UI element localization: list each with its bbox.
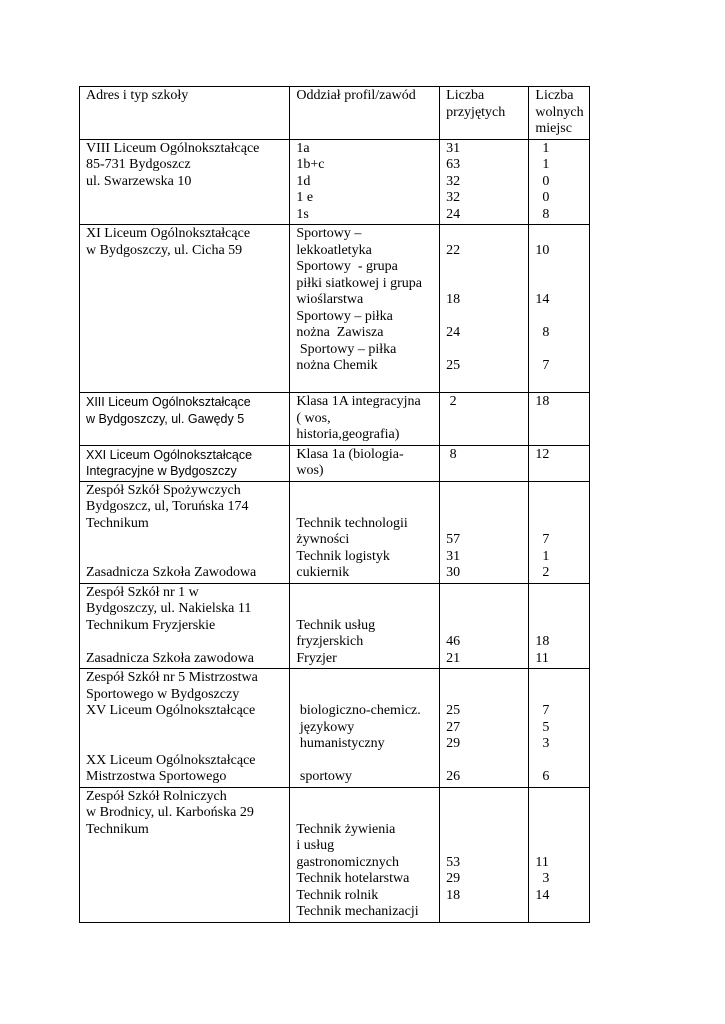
cell-line: wolnych bbox=[535, 104, 584, 120]
cell-line bbox=[446, 838, 524, 855]
cell-line: 18 bbox=[446, 887, 461, 903]
cell-line: Technikum bbox=[86, 515, 149, 531]
cell-line: wos) bbox=[296, 463, 324, 478]
cell-line bbox=[86, 427, 285, 444]
cell-line bbox=[86, 871, 285, 888]
table-row bbox=[80, 393, 590, 446]
profile-cell bbox=[290, 225, 440, 393]
cell-line: 11 bbox=[535, 854, 549, 870]
cell-line: nożna Chemik bbox=[296, 358, 378, 373]
cell-line bbox=[86, 720, 285, 737]
cell-line: 1 bbox=[535, 548, 550, 564]
cell-line bbox=[535, 499, 585, 516]
cell-line: 22 bbox=[446, 242, 461, 258]
cell-line bbox=[446, 259, 524, 276]
cell-line: Zespół Szkół Spożywczych bbox=[86, 482, 241, 498]
cell-line bbox=[446, 601, 524, 618]
cell-line bbox=[86, 736, 285, 753]
cell-line: 46 bbox=[446, 634, 461, 649]
cell-line: XI Liceum Ogólnokształcące bbox=[86, 226, 251, 241]
cell-line bbox=[446, 753, 524, 770]
cell-line: 18 bbox=[446, 292, 461, 307]
cell-line bbox=[296, 483, 435, 500]
free-places-cell bbox=[529, 669, 590, 788]
cell-line bbox=[86, 375, 285, 392]
cell-line bbox=[446, 789, 524, 806]
cell-line: 31 bbox=[446, 548, 461, 564]
free-places-cell bbox=[529, 139, 590, 225]
cell-line: Bydgoszcz, ul, Toruńska 174 bbox=[86, 499, 249, 514]
cell-line: 0 bbox=[535, 173, 550, 189]
cell-line: 29 bbox=[446, 736, 461, 751]
cell-line: Bydgoszczy, ul. Nakielska 11 bbox=[86, 601, 252, 616]
cell-line bbox=[446, 411, 524, 428]
cell-line bbox=[446, 342, 524, 359]
profile-cell bbox=[290, 583, 440, 669]
free-places-cell bbox=[529, 445, 590, 481]
cell-line bbox=[86, 309, 285, 326]
free-places-cell bbox=[529, 481, 590, 583]
cell-line bbox=[535, 483, 585, 500]
cell-line bbox=[296, 753, 435, 770]
school-cell bbox=[80, 139, 290, 225]
cell-line bbox=[86, 276, 285, 293]
cell-line: 29 bbox=[446, 871, 461, 886]
free-places-cell bbox=[529, 225, 590, 393]
school-cell bbox=[80, 481, 290, 583]
cell-line: Zasadnicza Szkoła zawodowa bbox=[86, 650, 254, 666]
cell-line bbox=[535, 822, 585, 839]
cell-line: 6 bbox=[535, 769, 550, 784]
cell-line: 7 bbox=[535, 532, 550, 547]
cell-line bbox=[86, 549, 285, 566]
cell-line: XV Liceum Ogólnokształcące bbox=[86, 703, 256, 718]
cell-line bbox=[535, 516, 585, 533]
cell-line: 18 bbox=[535, 394, 550, 409]
cell-line: 32 bbox=[446, 190, 461, 205]
cell-line bbox=[86, 342, 285, 359]
cell-line: w Bydgoszczy, ul. Cicha 59 bbox=[86, 242, 243, 258]
cell-line bbox=[535, 259, 585, 276]
cell-line bbox=[535, 670, 585, 687]
cell-line: 27 bbox=[446, 719, 461, 735]
school-cell bbox=[80, 225, 290, 393]
cell-line: Technik żywienia bbox=[296, 821, 396, 837]
cell-line: 85-731 Bydgoszcz bbox=[86, 157, 191, 172]
cell-line: biologiczno-chemicz. bbox=[296, 703, 421, 718]
table-row bbox=[80, 445, 590, 481]
cell-line bbox=[446, 585, 524, 602]
cell-line bbox=[446, 427, 524, 444]
cell-line bbox=[446, 687, 524, 704]
cell-line: Integracyjne w Bydgoszczy bbox=[86, 464, 237, 478]
cell-line bbox=[296, 499, 435, 516]
cell-line bbox=[535, 411, 585, 428]
cell-line bbox=[535, 226, 585, 243]
cell-line: Technik technologii bbox=[296, 515, 408, 531]
cell-line: Technik rolnik bbox=[296, 887, 379, 903]
cell-line: 31 bbox=[446, 140, 461, 156]
admitted-cell bbox=[440, 225, 529, 393]
cell-line: 8 bbox=[535, 325, 550, 340]
cell-line bbox=[535, 309, 585, 326]
cell-line bbox=[535, 463, 585, 480]
cell-line: Klasa 1A integracyjna bbox=[296, 394, 421, 409]
cell-line: 12 bbox=[535, 446, 550, 462]
cell-line bbox=[86, 325, 285, 342]
cell-line bbox=[535, 427, 585, 444]
cell-line: 14 bbox=[535, 292, 550, 307]
cell-line bbox=[446, 226, 524, 243]
cell-line bbox=[86, 190, 285, 207]
cell-line: w Bydgoszczy, ul. Gawędy 5 bbox=[86, 411, 245, 426]
cell-line bbox=[535, 753, 585, 770]
cell-line: Mistrzostwa Sportowego bbox=[86, 769, 227, 784]
cell-line: Sportowego w Bydgoszczy bbox=[86, 686, 240, 702]
cell-line bbox=[86, 358, 285, 375]
cell-line: 3 bbox=[535, 736, 550, 751]
cell-line: Zespół Szkół Rolniczych bbox=[86, 788, 227, 804]
cell-line: ( wos, bbox=[296, 410, 331, 426]
cell-line: 8 bbox=[535, 206, 550, 222]
cell-line: 7 bbox=[535, 358, 550, 373]
cell-line bbox=[446, 516, 524, 533]
cell-line bbox=[535, 601, 585, 618]
cell-line bbox=[535, 789, 585, 806]
cell-line bbox=[446, 618, 524, 635]
cell-line: 3 bbox=[535, 871, 550, 886]
profile-cell bbox=[290, 393, 440, 446]
cell-line: lekkoatletyka bbox=[296, 242, 372, 258]
cell-line: Technik usług bbox=[296, 617, 376, 633]
cell-line bbox=[535, 805, 585, 822]
school-cell bbox=[80, 393, 290, 446]
cell-line bbox=[296, 805, 435, 822]
cell-line bbox=[446, 805, 524, 822]
cell-line: Technik mechanizacji bbox=[296, 904, 419, 919]
cell-line: 2 bbox=[535, 565, 550, 580]
cell-line: wioślarstwa bbox=[296, 292, 364, 307]
cell-line bbox=[446, 276, 524, 293]
admitted-cell bbox=[440, 787, 529, 922]
cell-line: 2 bbox=[446, 394, 457, 409]
cell-line: fryzjerskich bbox=[296, 634, 364, 649]
table-row bbox=[80, 481, 590, 583]
table-row bbox=[80, 225, 590, 393]
school-cell bbox=[80, 787, 290, 922]
cell-line bbox=[86, 634, 285, 651]
profile-cell bbox=[290, 481, 440, 583]
cell-line bbox=[446, 499, 524, 516]
cell-line: 63 bbox=[446, 157, 461, 172]
cell-line: 8 bbox=[446, 446, 457, 462]
cell-line bbox=[535, 838, 585, 855]
cell-line: Sportowy – bbox=[296, 226, 362, 241]
cell-line: Technikum bbox=[86, 821, 149, 837]
cell-line: 32 bbox=[446, 173, 461, 189]
profile-cell bbox=[290, 669, 440, 788]
cell-line: cukiernik bbox=[296, 565, 350, 580]
cell-line bbox=[86, 207, 285, 224]
cell-line bbox=[86, 532, 285, 549]
cell-line bbox=[296, 789, 435, 806]
cell-line bbox=[86, 855, 285, 872]
profile-cell bbox=[290, 787, 440, 922]
cell-line bbox=[86, 838, 285, 855]
cell-line: Technikum Fryzjerskie bbox=[86, 617, 216, 633]
cell-line: XXI Liceum Ogólnokształcące bbox=[86, 447, 253, 462]
header-school-cell bbox=[80, 87, 290, 140]
cell-line: VIII Liceum Ogólnokształcące bbox=[86, 140, 260, 156]
cell-line: 25 bbox=[446, 703, 461, 718]
admitted-cell bbox=[440, 669, 529, 788]
cell-line: Liczba bbox=[535, 88, 574, 103]
cell-line bbox=[446, 822, 524, 839]
cell-line: 5 bbox=[535, 719, 550, 735]
admitted-cell bbox=[440, 445, 529, 481]
header-profile-cell bbox=[290, 87, 440, 140]
cell-line: Fryzjer bbox=[296, 650, 337, 666]
cell-line: 1d bbox=[296, 173, 311, 189]
cell-line: i usług bbox=[296, 838, 335, 853]
free-places-cell bbox=[529, 787, 590, 922]
cell-line: sportowy bbox=[296, 769, 352, 784]
cell-line: Sportowy - grupa bbox=[296, 259, 398, 274]
cell-line bbox=[446, 483, 524, 500]
cell-line: Technik hotelarstwa bbox=[296, 871, 410, 886]
cell-line bbox=[535, 585, 585, 602]
cell-line: 1b+c bbox=[296, 157, 325, 172]
cell-line: żywności bbox=[296, 532, 350, 547]
cell-line: językowy bbox=[296, 719, 355, 735]
cell-line bbox=[535, 375, 585, 392]
cell-line bbox=[296, 375, 435, 392]
cell-line: Liczba bbox=[446, 88, 485, 103]
cell-line bbox=[446, 463, 524, 480]
cell-line: 18 bbox=[535, 634, 550, 649]
cell-line bbox=[535, 687, 585, 704]
cell-line: 1 bbox=[535, 140, 550, 156]
table-row bbox=[80, 583, 590, 669]
header-free-places-cell bbox=[529, 87, 590, 140]
admitted-cell bbox=[440, 139, 529, 225]
cell-line bbox=[296, 687, 435, 704]
cell-line bbox=[86, 259, 285, 276]
cell-line: nożna Zawisza bbox=[296, 325, 384, 340]
cell-line: 1a bbox=[296, 140, 310, 156]
cell-line: 11 bbox=[535, 650, 549, 666]
cell-line: 10 bbox=[535, 242, 550, 258]
cell-line: 57 bbox=[446, 532, 461, 547]
cell-line: 25 bbox=[446, 358, 461, 373]
cell-line bbox=[446, 309, 524, 326]
cell-line: ul. Swarzewska 10 bbox=[86, 173, 192, 189]
cell-line bbox=[86, 292, 285, 309]
cell-line: Zespół Szkół nr 1 w bbox=[86, 584, 199, 600]
cell-line bbox=[296, 585, 435, 602]
cell-line bbox=[535, 618, 585, 635]
cell-line: 1s bbox=[296, 206, 309, 222]
cell-line: 30 bbox=[446, 565, 461, 580]
profile-cell bbox=[290, 139, 440, 225]
cell-line: Sportowy – piłka bbox=[296, 341, 397, 357]
cell-line bbox=[535, 904, 585, 921]
header-admitted-cell bbox=[440, 87, 529, 140]
cell-line bbox=[535, 276, 585, 293]
table-row bbox=[80, 669, 590, 788]
cell-line: piłki siatkowej i grupa bbox=[296, 275, 422, 291]
school-cell bbox=[80, 669, 290, 788]
admitted-cell bbox=[440, 583, 529, 669]
cell-line bbox=[86, 904, 285, 921]
cell-line bbox=[296, 670, 435, 687]
table-row bbox=[80, 139, 590, 225]
cell-line bbox=[296, 601, 435, 618]
cell-line: Zasadnicza Szkoła Zawodowa bbox=[86, 565, 257, 580]
school-cell bbox=[80, 445, 290, 481]
cell-line: Zespół Szkół nr 5 Mistrzostwa bbox=[86, 670, 258, 685]
cell-line: Oddział profil/zawód bbox=[296, 88, 416, 103]
cell-line: 1 bbox=[535, 157, 550, 172]
cell-line: 7 bbox=[535, 703, 550, 718]
profile-cell bbox=[290, 445, 440, 481]
cell-line bbox=[446, 375, 524, 392]
cell-line bbox=[535, 342, 585, 359]
cell-line: Technik logistyk bbox=[296, 548, 390, 564]
admissions-table-body bbox=[80, 87, 590, 923]
cell-line: przyjętych bbox=[446, 104, 506, 120]
cell-line: 53 bbox=[446, 854, 461, 870]
cell-line: miejsc bbox=[535, 121, 572, 136]
cell-line: XX Liceum Ogólnokształcące bbox=[86, 752, 256, 768]
table-header-row bbox=[80, 87, 590, 140]
cell-line: 26 bbox=[446, 769, 461, 784]
admitted-cell bbox=[440, 481, 529, 583]
cell-line: Sportowy – piłka bbox=[296, 308, 393, 324]
cell-line: gastronomicznych bbox=[296, 854, 400, 870]
cell-line: XIII Liceum Ogólnokształcące bbox=[86, 395, 251, 409]
table-row bbox=[80, 787, 590, 922]
cell-line: 0 bbox=[535, 190, 550, 205]
admitted-cell bbox=[440, 393, 529, 446]
cell-line: w Brodnicy, ul. Karbońska 29 bbox=[86, 805, 254, 820]
cell-line: 24 bbox=[446, 325, 461, 340]
cell-line bbox=[446, 904, 524, 921]
admissions-table bbox=[79, 86, 590, 923]
cell-line: Klasa 1a (biologia- bbox=[296, 446, 404, 462]
cell-line bbox=[446, 670, 524, 687]
cell-line: 1 e bbox=[296, 190, 314, 205]
school-cell bbox=[80, 583, 290, 669]
cell-line: 24 bbox=[446, 206, 461, 222]
cell-line: 21 bbox=[446, 650, 461, 666]
free-places-cell bbox=[529, 583, 590, 669]
cell-line: Adres i typ szkoły bbox=[86, 88, 189, 103]
cell-line: humanistyczny bbox=[296, 736, 385, 751]
free-places-cell bbox=[529, 393, 590, 446]
cell-line: historia,geografia) bbox=[296, 427, 400, 442]
cell-line bbox=[86, 888, 285, 905]
cell-line: 14 bbox=[535, 887, 550, 903]
